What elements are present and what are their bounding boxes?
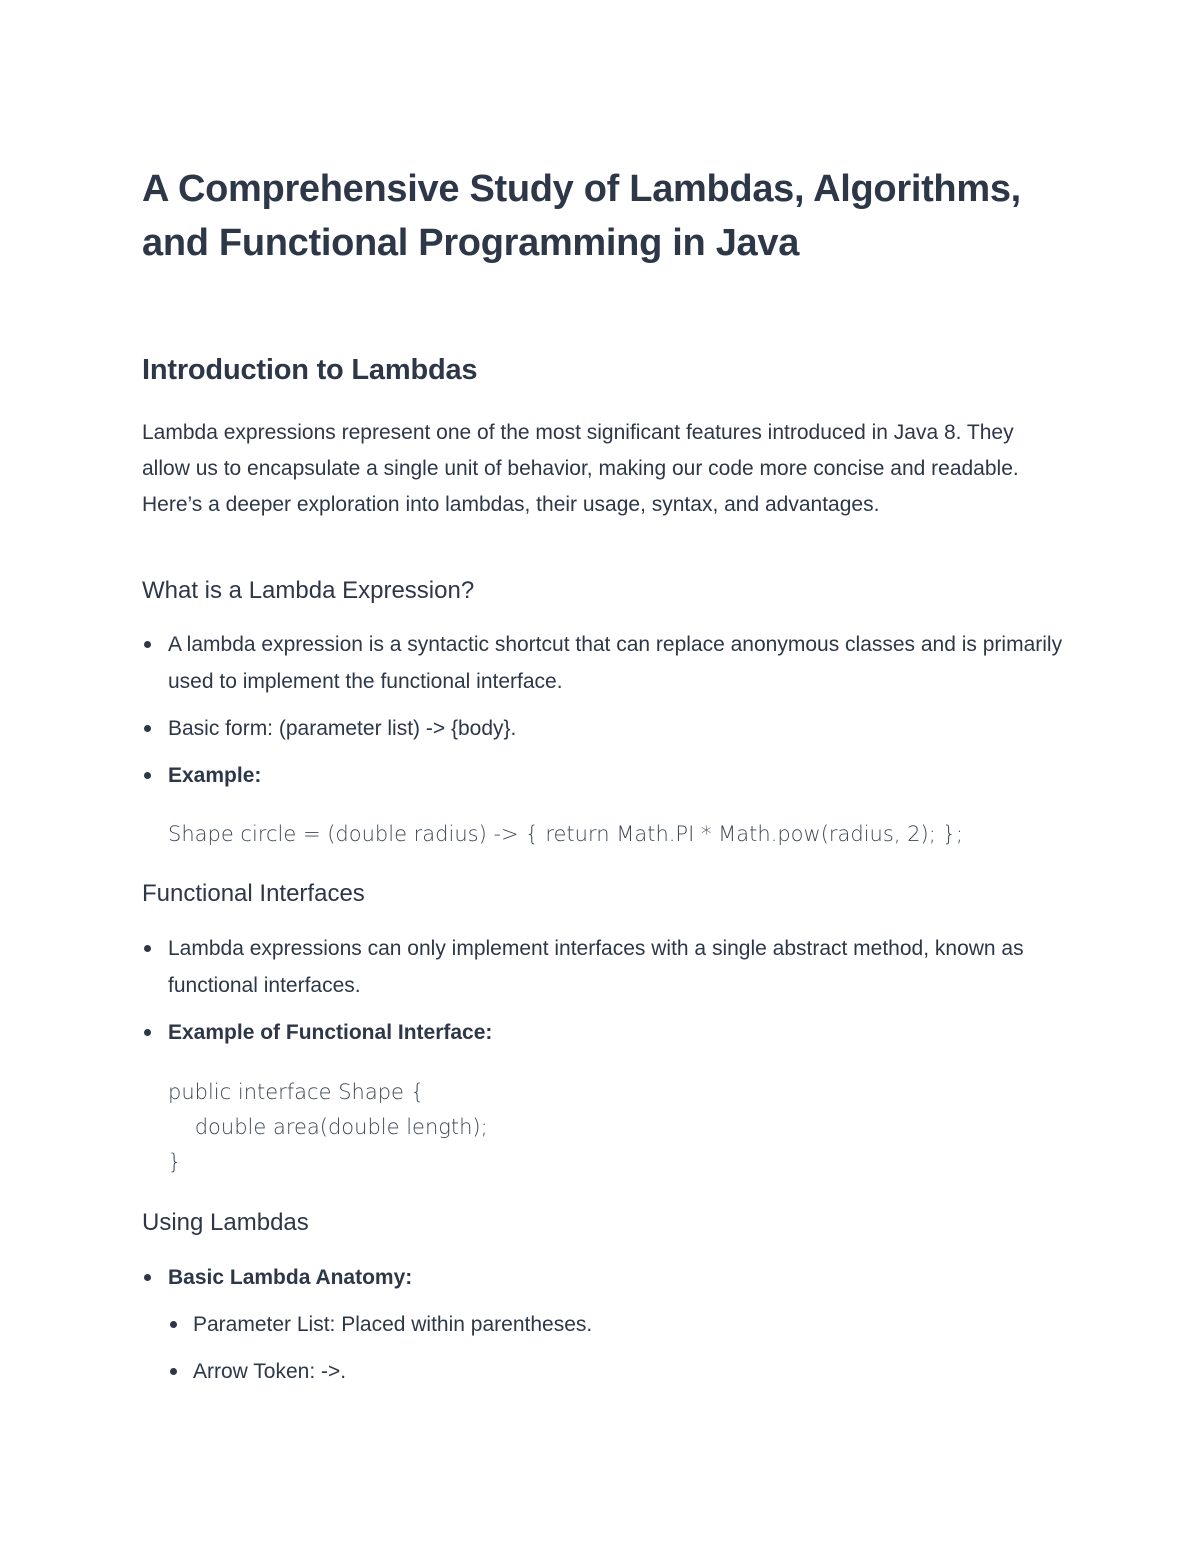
list-item-what-is-1: A lambda expression is a syntactic shortcut that can replace anonymous classes and is primarily used to implement the functional interface. [168,633,1063,693]
list-item-what-is-2: Basic form: (parameter list) -> {body}. [168,717,517,740]
list-item-using-1: Basic Lambda Anatomy: [168,1266,413,1289]
bullet-dot [144,1029,151,1036]
code-line-3: } [168,1150,182,1174]
bullet-dot [170,1368,177,1375]
subsection-heading-functional-interfaces: Functional Interfaces [142,880,365,907]
bullet-dot [170,1321,177,1328]
list-item-functional-1: Lambda expressions can only implement interfaces with a single abstract method, known as functional interfaces. [168,937,1024,997]
subsection-heading-using-lambdas: Using Lambdas [142,1209,309,1236]
bullet-dot [144,1274,151,1281]
bullet-dot [144,772,151,779]
code-line-2: double area(double length); [168,1115,488,1139]
code-line-1: public interface Shape { [168,1080,424,1104]
sub-list-item-parameter-list: Parameter List: Placed within parentheses. [193,1313,593,1336]
document-title: A Comprehensive Study of Lambdas, Algorithms, and Functional Programming in Java [142,168,1021,264]
list-item-what-is-3: Example: [168,764,262,787]
bullet-dot [144,945,151,952]
code-block-lambda-example: Shape circle = (double radius) -> { return Math.PI * Math.pow(radius, 2); }; [168,822,963,846]
bullet-dot [144,725,151,732]
intro-paragraph: Lambda expressions represent one of the most significant features introduced in Java 8. They allow us to encapsulate a single unit of behavior, making our code more concise and readable. Here’s a deeper exploration into lambdas, their usage, syntax, and advantages. [142,421,1019,516]
subsection-heading-what-is: What is a Lambda Expression? [142,577,475,604]
section-heading-introduction: Introduction to Lambdas [142,354,478,386]
sub-list-item-arrow-token: Arrow Token: ->. [193,1360,347,1383]
bullet-dot [144,641,151,648]
list-item-functional-2: Example of Functional Interface: [168,1021,493,1044]
